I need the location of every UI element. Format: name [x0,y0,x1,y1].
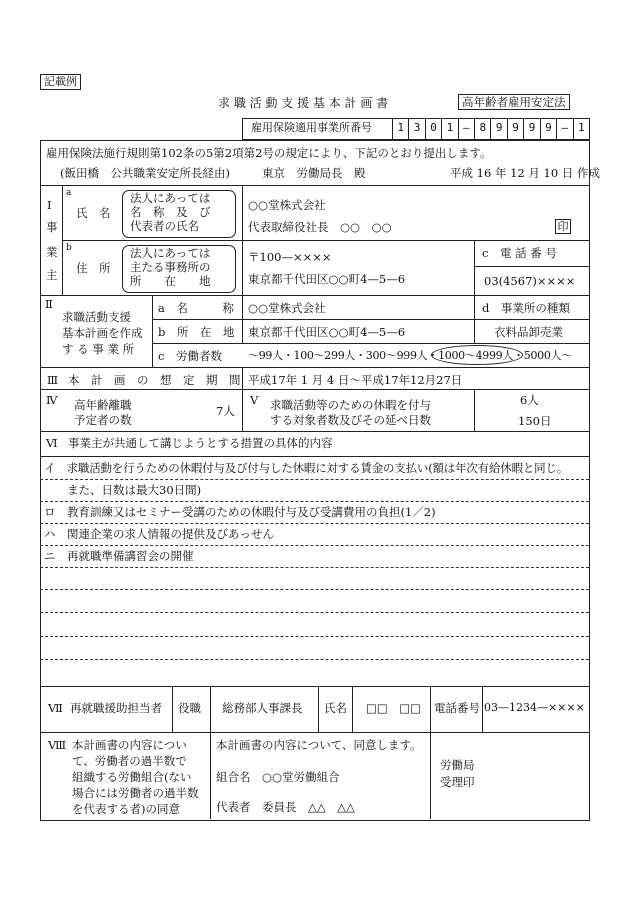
measure-item-2: また、日数は最大30日間) [44,483,202,497]
establishment-type-label: d 事業所の種類 [482,301,570,315]
establishment-label-2: 基本計画を作成 [62,326,143,340]
employer-address-note-2: 主たる事務所の [130,260,211,274]
office-number-digit: 3 [409,119,425,139]
employer-name-note-2: 名 称 及 び [130,205,211,219]
section-i-char-2: 業 [46,245,58,259]
establishment-location-label: b 所 在 地 [158,325,235,339]
office-number-digit: 9 [541,119,557,139]
section-iv-number: Ⅳ [46,393,58,407]
employer-name-value-2: 代表取締役社長 ○○ ○○ [248,220,392,234]
consent-label-3: 組織する労働組合(ない [72,770,192,784]
workers-label: c 労働者数 [158,349,222,363]
elderly-label-1: 高年齢離職 [74,398,132,412]
establishment-type-value: 衣料品卸売業 [494,325,563,339]
consent-label-2: て、労働者の過半数で [72,754,187,768]
contact-phone-value: 03—1234—×××× [484,701,585,714]
office-number-digit: 1 [393,119,409,139]
section-i-char-3: 主 [46,268,58,282]
establishment-label-1: 求職活動支援 [62,310,131,324]
consent-label-1: 本計画書の内容につい [72,738,187,752]
contact-label: 再就職援助担当者 [70,701,162,715]
employer-name-label: 氏 名 [76,206,111,220]
sample-label: 記載例 [40,74,81,90]
contact-phone-label: 電話番号 [434,701,480,715]
office-number-digit: 8 [475,119,491,139]
office-number-label: 雇用保険適用事業所番号 [251,121,372,134]
office-number-digit: 1 [442,119,458,139]
contact-name-label: 氏名 [324,701,347,715]
section-iii-number: Ⅲ [47,373,59,387]
leave-label-1: 求職活動等のための休暇を付与 [270,398,431,412]
leave-value-people: 6人 [520,393,539,407]
office-number-digit: 1 [577,121,585,134]
employer-address-label: 住 所 [76,261,111,275]
office-number-digit: 9 [524,119,540,139]
period-label: 本 計 画 の 想 定 期 間 [68,373,241,387]
seal-mark: 印 [555,219,571,234]
measure-item-3: ロ 教育訓練又はセミナー受講のための休暇付与及び受講費用の負担(1／2) [44,505,436,519]
establishment-name-value: ○○堂株式会社 [248,301,326,315]
section-ii-number: Ⅱ [45,297,53,311]
submission-to: 東京 労働局長 殿 [262,166,366,180]
employer-address-value-2: 東京都千代田区○○町4—5—6 [248,272,406,286]
establishment-name-label: a 名 称 [158,301,234,315]
submission-text: 雇用保険法施行規則第102条の5第2項第2号の規定により、下記のとおり提出します。 [46,146,492,160]
employer-name-value-1: ○○堂株式会社 [248,198,326,212]
stamp-label-2: 受理印 [440,775,475,789]
leave-label-2: する対象者数及びその延べ日数 [270,413,431,427]
employer-address-value-1: 〒100—×××× [248,250,332,264]
measure-item-5: ニ 再就職準備講習会の開催 [44,549,194,563]
page-title: 求 職 活 動 支 援 基 本 計 画 書 [218,96,389,110]
establishment-label-3: す る 事 業 所 [62,342,135,356]
office-number-digit: 9 [508,119,524,139]
consent-union: 組合名 ○○堂労働組合 [216,770,340,784]
submission-via: (飯田橋 公共職業安定所長経由) [60,166,230,180]
stamp-label-1: 労働局 [440,758,475,772]
section-i-char-1: 事 [46,220,58,234]
office-number-digit: — [557,119,573,139]
contact-position-label: 役職 [178,701,201,715]
section-i-number: Ⅰ [47,198,52,212]
workers-options: ～99人・100～299人・300～999人・1000～4999人・5000人～ [248,349,572,362]
main-form [40,140,590,821]
office-number-digit: 0 [426,119,442,139]
submission-date: 平成 16 年 12 月 10 日 作成 [450,166,600,180]
office-number-row [242,118,590,140]
workers-selected-value [442,362,449,363]
leave-value-days: 150日 [518,414,552,428]
establishment-location-value: 東京都千代田区○○町4—5—6 [248,325,406,339]
employer-address-note-1: 法人にあっては [130,246,211,260]
consent-rep: 代表者 委員長 △△ △△ [216,800,355,814]
contact-position-value: 総務部人事課長 [222,701,303,715]
measures-title: 事業主が共通して講じようとする措置の具体的内容 [68,436,333,450]
office-number-digit: — [459,119,475,139]
office-number-digit: 9 [492,119,508,139]
employer-name-note-1: 法人にあっては [130,191,211,205]
consent-label-5: を代表する者)の同意 [72,802,180,816]
employer-name-note-3: 代表者の氏名 [130,219,199,233]
measure-item-4: ハ 関連企業の求人情報の提供及びあっせん [44,527,274,541]
elderly-label-2: 予定者の数 [74,413,132,427]
law-box: 高年齢者雇用安定法 [458,94,570,110]
section-viii-number: Ⅷ [48,738,67,752]
consent-text: 本計画書の内容について、同意します。 [216,738,422,752]
office-number-digits [392,119,590,139]
employer-a-mark: a [66,188,72,198]
section-vii-number: Ⅶ [48,701,63,715]
employer-phone-value: 03(4567)×××× [484,274,576,288]
contact-name-value: □□ □□ [366,701,421,715]
elderly-value: 7人 [216,404,235,418]
employer-phone-label: c 電 話 番 号 [482,246,557,260]
section-vi-number: Ⅵ [46,436,58,450]
section-v-number: Ⅴ [250,393,259,407]
employer-b-mark: b [66,243,72,253]
period-value: 平成17年 1 月 4 日～平成17年12月27日 [248,373,463,387]
consent-label-4: 場合には労働者の過半数 [72,786,199,800]
measure-item-1: イ 求職活動を行うための休暇付与及び付与した休暇に対する賃金の支払い(額は年次有給休暇と同じ。 [44,461,569,475]
employer-address-note-3: 所 在 地 [130,274,211,288]
